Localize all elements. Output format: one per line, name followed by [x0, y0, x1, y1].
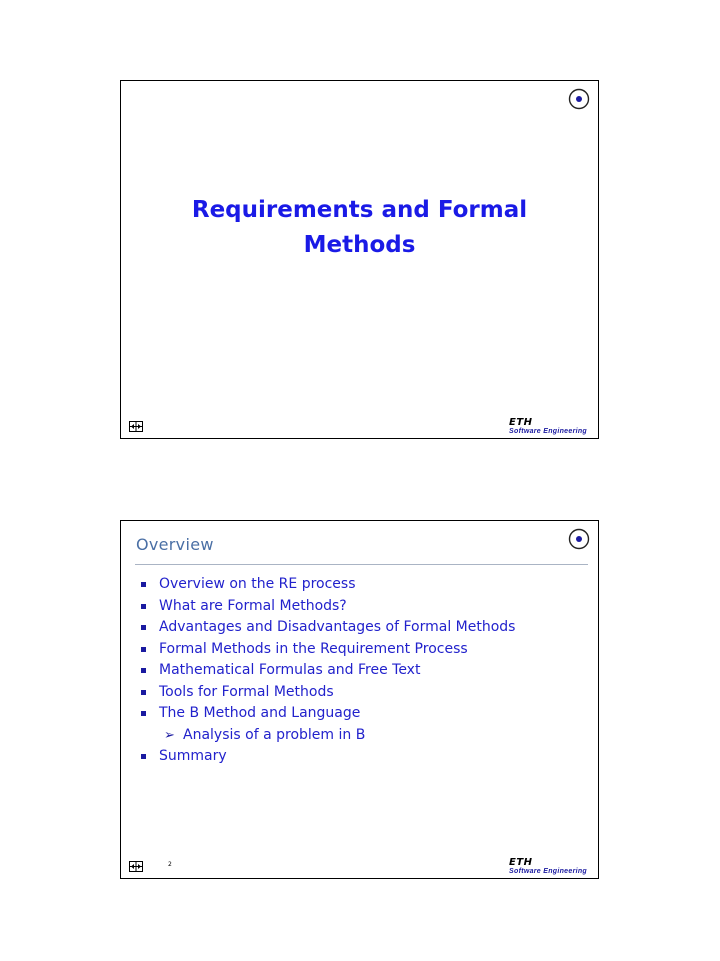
eth-logo [509, 858, 587, 875]
slide-title-text [121, 193, 598, 263]
list-item [139, 703, 515, 725]
navigation-icon[interactable] [129, 421, 143, 432]
software-engineering-label: Software Engineering [509, 428, 587, 435]
list-item-label: Tools for Formal Methods [159, 683, 334, 700]
list-item-label: The B Method and Language [159, 705, 361, 721]
page-number: 2 [168, 861, 172, 868]
arrow-bullet-icon: ➢ [164, 727, 175, 743]
circle-dot-icon [568, 528, 590, 550]
square-bullet-icon [141, 668, 146, 673]
title-line-2: Methods [303, 232, 416, 258]
overview-list [139, 574, 515, 768]
eth-brand: ETH [509, 417, 533, 428]
list-item-label: Formal Methods in the Requirement Process [159, 640, 468, 657]
list-item [139, 682, 515, 704]
sub-list-item [139, 725, 515, 747]
list-item-label: Mathematical Formulas and Free Text [159, 662, 421, 678]
square-bullet-icon [141, 690, 146, 695]
slide-heading: Overview [136, 535, 214, 554]
square-bullet-icon [141, 754, 146, 759]
list-item-label: Overview on the RE process [159, 576, 356, 592]
square-bullet-icon [141, 625, 146, 630]
list-item [139, 574, 515, 596]
title-line-1: Requirements and Formal [191, 197, 528, 223]
list-item [139, 746, 515, 768]
square-bullet-icon [141, 711, 146, 716]
eth-brand: ETH [509, 857, 533, 868]
circle-dot-icon [568, 88, 590, 110]
list-item [139, 617, 515, 639]
slide-overview [120, 520, 599, 879]
software-engineering-label: Software Engineering [509, 868, 587, 875]
square-bullet-icon [141, 582, 146, 587]
square-bullet-icon [141, 647, 146, 652]
list-item-label: Summary [159, 748, 227, 764]
slide-title [120, 80, 599, 439]
list-item [139, 596, 515, 618]
list-item-label: Advantages and Disadvantages of Formal Methods [159, 619, 516, 635]
heading-divider [135, 564, 588, 565]
list-item-label: Analysis of a problem in B [183, 726, 366, 743]
square-bullet-icon [141, 604, 146, 609]
list-item [139, 660, 515, 682]
list-item [139, 639, 515, 661]
navigation-icon[interactable] [129, 861, 143, 872]
list-item-label: What are Formal Methods? [159, 597, 347, 614]
eth-logo [509, 418, 587, 435]
